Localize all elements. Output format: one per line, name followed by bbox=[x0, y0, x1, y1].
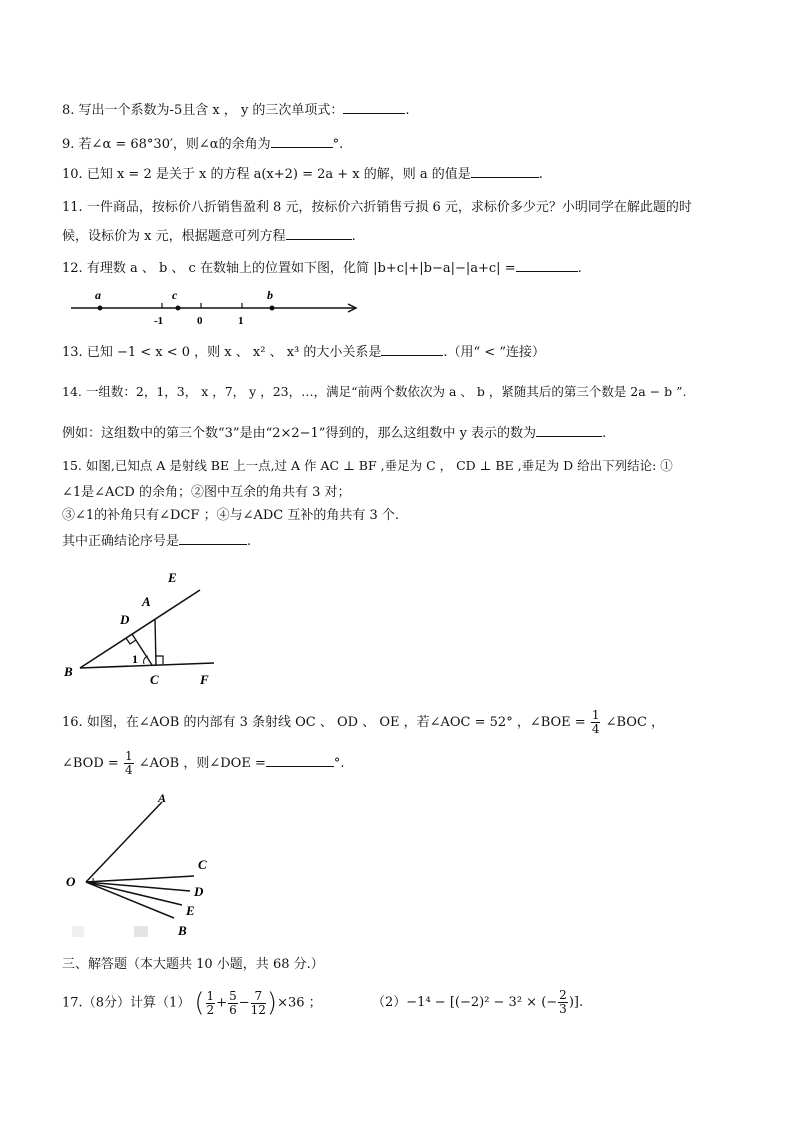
q17-f1-den: 2 bbox=[206, 1002, 215, 1017]
q16-line1a: 如图，在∠AOB 的内部有 3 条射线 OC 、 OD 、 OE ，若∠AOC = 52° ，∠BOE = bbox=[86, 715, 586, 730]
label-C: C bbox=[198, 857, 207, 872]
point-b bbox=[270, 306, 275, 311]
q17-f2-num: 5 bbox=[229, 988, 237, 1003]
q14-line2: 例如：这组数中的第三个数“3”是由“2×2−1”得到的，那么这组数中 y 表示的数为 bbox=[62, 426, 537, 441]
question-8: 8. 写出一个系数为-5且含 x ， y 的三次单项式： . bbox=[62, 100, 410, 120]
label-E: E bbox=[168, 570, 177, 585]
figure-15 bbox=[62, 566, 232, 690]
q8-number: 8. bbox=[62, 103, 75, 118]
q9-answer-blank[interactable] bbox=[271, 134, 333, 148]
q17-f4-num: 2 bbox=[559, 988, 567, 1002]
q15-line3: ③∠1的补角只有∠DCF ；④与∠ADC 互补的角共有 3 个. bbox=[62, 508, 400, 523]
ray-BE bbox=[80, 590, 200, 668]
figure-16 bbox=[62, 790, 222, 942]
q17-f4-den: 3 bbox=[559, 1002, 567, 1016]
q13-number: 13. bbox=[62, 345, 83, 360]
q17-f3-num: 7 bbox=[251, 990, 266, 1004]
question-13 bbox=[62, 342, 545, 362]
q17-expr2: −1⁴ − [(−2)² − 3² × (− bbox=[406, 995, 558, 1010]
q12-text: 有理数 a 、 b 、 c 在数轴上的位置如下图，化简 |b+c|+|b−a|−|a+c| = bbox=[86, 261, 516, 276]
q9-text: 若∠α = 68°30′，则∠α的余角为 bbox=[78, 137, 271, 152]
q11-number: 11. bbox=[62, 200, 83, 215]
label-a: a bbox=[95, 288, 101, 302]
q16-frac1-num: 1 bbox=[591, 708, 600, 722]
q12-answer-blank[interactable] bbox=[516, 258, 578, 272]
question-17: 17.（8分）计算（1） ( $\frac{1}{2}$ + $\frac{5}{6}$ − $\frac{7}{12}$ )×36 ； bbox=[62, 988, 322, 1018]
q16-fraction-1 bbox=[591, 709, 601, 736]
label-F: F bbox=[200, 672, 209, 687]
question-15-line3 bbox=[62, 507, 399, 525]
q17-label: （8分）计算（1） bbox=[82, 995, 191, 1011]
label-E: E bbox=[186, 903, 195, 918]
q13-answer-blank[interactable] bbox=[381, 342, 443, 356]
label-one: 1 bbox=[238, 315, 244, 327]
paren-open: ( bbox=[194, 988, 205, 1018]
question-16 bbox=[62, 709, 664, 736]
question-10: 10. 已知 x = 2 是关于 x 的方程 a(x+2) = 2a + x 的解，则 a 的值是 . bbox=[62, 164, 543, 184]
q16-unit: °. bbox=[333, 756, 345, 771]
ray-OA bbox=[86, 802, 162, 882]
question-15 bbox=[62, 457, 673, 475]
q17-f1-num: 1 bbox=[206, 988, 215, 1003]
q16-number: 16. bbox=[62, 715, 83, 730]
q17-frac-1 bbox=[206, 990, 216, 1017]
q16-line1b: ∠BOC ， bbox=[605, 715, 665, 730]
q17-f3-den: 12 bbox=[250, 1002, 266, 1017]
angle-arc-O bbox=[92, 878, 93, 883]
question-11 bbox=[62, 199, 692, 217]
q10-text: 已知 x = 2 是关于 x 的方程 a(x+2) = 2a + x 的解，则 a 的值是 bbox=[86, 167, 471, 182]
label-angle-1: 1 bbox=[132, 652, 138, 666]
q17-f2-den: 6 bbox=[229, 1002, 237, 1017]
q14-line1: 一组数：2，1，3， x ，7， y ，23，…，满足“前两个数依次为 a 、 b ，紧随其后的第三个数是 2a − b ”. bbox=[85, 384, 687, 399]
q13-text: 已知 −1 < x < 0 ，则 x 、 x² 、 x³ 的大小关系是 bbox=[86, 345, 382, 360]
question-15-line2 bbox=[62, 484, 350, 502]
label-minus-one: -1 bbox=[154, 315, 164, 327]
q16-frac2-den: 4 bbox=[124, 763, 133, 777]
label-b: b bbox=[267, 288, 273, 302]
q17-part2-label: （2） bbox=[372, 995, 407, 1010]
paren-close: ) bbox=[266, 988, 278, 1018]
q14-number: 14. bbox=[62, 384, 82, 399]
number-line-figure bbox=[66, 286, 366, 328]
q17-number: 17. bbox=[62, 995, 83, 1011]
ray-OC bbox=[86, 876, 194, 882]
q11-line2: 候，设标价为 x 元，根据题意可列方程 bbox=[62, 229, 286, 244]
q11-answer-blank[interactable] bbox=[286, 226, 352, 240]
scan-smudge-1 bbox=[72, 926, 84, 937]
q17-frac-3 bbox=[251, 990, 266, 1017]
q15-line4: 其中正确结论序号是 bbox=[62, 534, 180, 549]
scan-smudge-2 bbox=[134, 926, 148, 937]
q16-frac1-den: 4 bbox=[591, 722, 600, 736]
q14-answer-blank[interactable] bbox=[536, 423, 602, 437]
question-17-part2 bbox=[372, 988, 583, 1018]
q16-frac2-num: 1 bbox=[124, 749, 133, 763]
point-c bbox=[176, 306, 181, 311]
q10-answer-blank[interactable] bbox=[471, 164, 539, 178]
q10-number: 10. bbox=[62, 167, 83, 182]
q16-line2b: ∠AOB ，则∠DOE = bbox=[138, 756, 266, 771]
q17-frac-2 bbox=[228, 990, 238, 1017]
ray-BF bbox=[80, 663, 214, 668]
segment-AC bbox=[155, 619, 156, 665]
point-a bbox=[98, 306, 103, 311]
label-C: C bbox=[150, 672, 159, 687]
label-D: D bbox=[194, 884, 204, 899]
question-9 bbox=[62, 134, 343, 154]
question-11-line2: 候，设标价为 x 元，根据题意可列方程 . bbox=[62, 226, 356, 246]
label-c: c bbox=[172, 288, 178, 302]
question-16-line2 bbox=[62, 750, 344, 777]
q12-number: 12. bbox=[62, 261, 83, 276]
label-A: A bbox=[142, 594, 151, 609]
q9-number: 9. bbox=[62, 137, 75, 152]
label-B: B bbox=[178, 923, 187, 938]
q11-line1: 一件商品，按标价八折销售盈利 8 元，按标价六折销售亏损 6 元，求标价多少元？小明同学在解此题的时 bbox=[86, 200, 692, 215]
q17-times36: ×36 ； bbox=[277, 995, 322, 1011]
q8-text: 写出一个系数为-5且含 x ， y 的三次单项式： bbox=[78, 103, 344, 118]
q9-unit: °. bbox=[332, 137, 344, 152]
q15-answer-blank[interactable] bbox=[179, 531, 247, 545]
label-A: A bbox=[158, 791, 167, 805]
q16-answer-blank[interactable] bbox=[266, 753, 334, 767]
q16-line2a: ∠BOD = bbox=[62, 756, 119, 771]
q17-tail: )]. bbox=[568, 995, 584, 1010]
section-3-heading: 三、解答题（本大题共 10 小题，共 68 分.） bbox=[62, 957, 324, 972]
q17-frac-4 bbox=[558, 989, 568, 1016]
label-zero: 0 bbox=[197, 315, 203, 327]
right-angle-C bbox=[156, 656, 163, 664]
q13-note: .（用“ < ”连接） bbox=[443, 345, 545, 360]
question-14-line2: 例如：这组数中的第三个数“3”是由“2×2−1”得到的，那么这组数中 y 表示的数为 . bbox=[62, 423, 606, 443]
label-D: D bbox=[120, 612, 130, 627]
label-B: B bbox=[64, 664, 73, 679]
q15-line1: 如图,已知点 A 是射线 BE 上一点,过 A 作 AC ⊥ BF ,垂足为 C ， CD ⊥ BE ,垂足为 D 给出下列结论: ① bbox=[85, 458, 673, 473]
q15-number: 15. bbox=[62, 458, 82, 473]
question-15-line4: 其中正确结论序号是 . bbox=[62, 531, 251, 551]
q16-fraction-2 bbox=[124, 750, 134, 777]
question-14 bbox=[62, 383, 686, 401]
q15-line2: ∠1是∠ACD 的余角；②图中互余的角共有 3 对； bbox=[62, 485, 351, 500]
question-12: 12. 有理数 a 、 b 、 c 在数轴上的位置如下图，化简 |b+c|+|b−a|−|a+c| = . bbox=[62, 258, 582, 278]
q8-answer-blank[interactable] bbox=[343, 100, 405, 114]
label-O: O bbox=[66, 874, 76, 889]
